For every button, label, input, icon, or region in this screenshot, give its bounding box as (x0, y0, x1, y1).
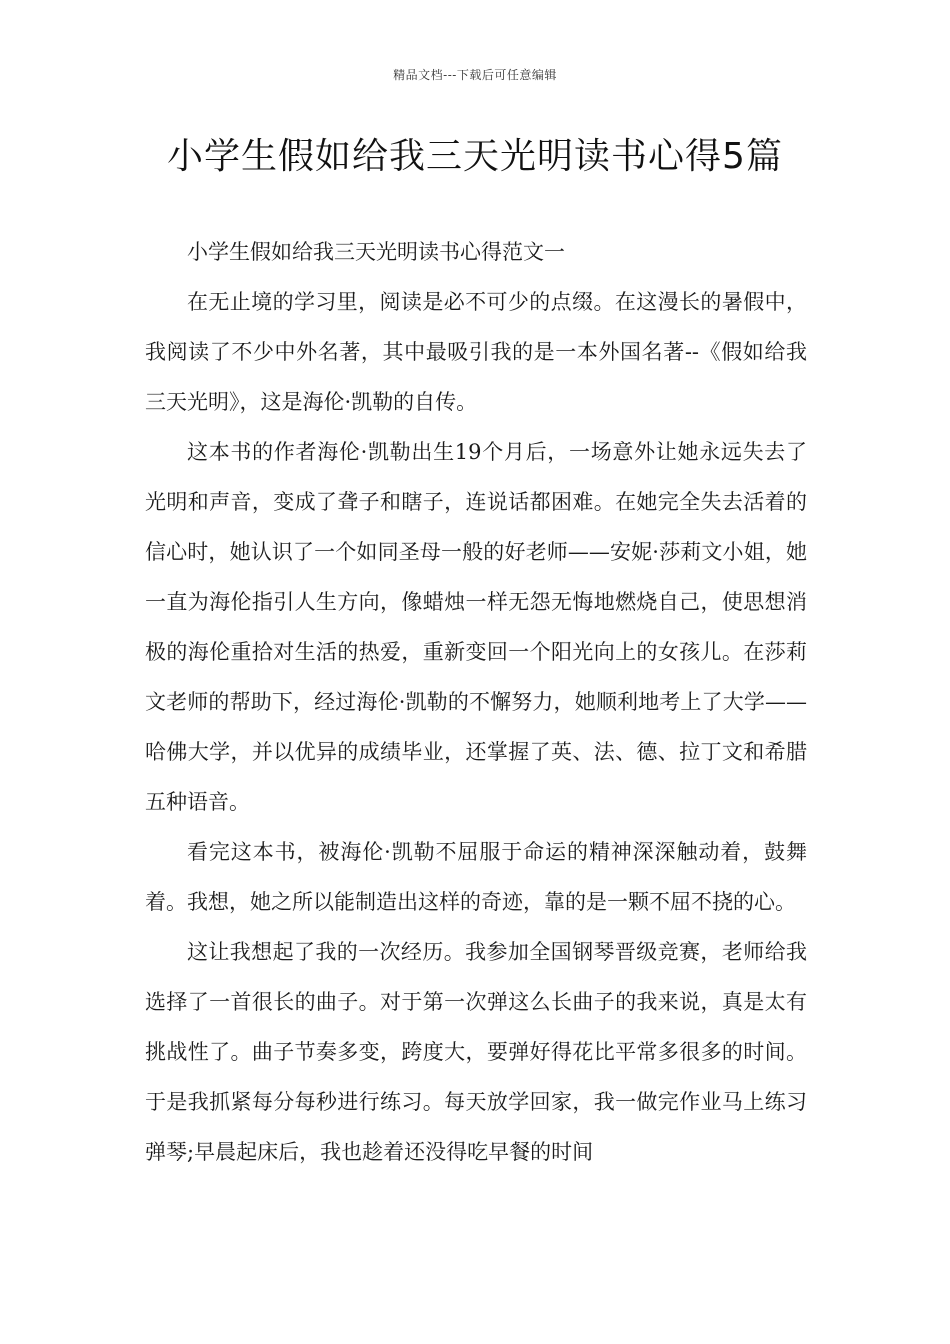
paragraph-subtitle: 小学生假如给我三天光明读书心得范文一 (187, 240, 565, 264)
paragraph: 这让我想起了我的一次经历。我参加全国钢琴晋级竞赛，老师给我选择了一首很长的曲子。对于第一次弹这么长曲子的我来说，真是太有挑战性了。曲子节奏多变，跨度大，要弹好得花比平常多很多的时间。于是我抓紧每分每秒进行练习。每天放学回家，我一做完作业马上练习弹琴;早晨起床后，我也趁着还没得吃早餐的时间 (145, 940, 807, 1164)
paragraph: 看完这本书，被海伦·凯勒不屈服于命运的精神深深触动着，鼓舞着。我想，她之所以能制造出这样的奇迹，靠的是一颗不屈不挠的心。 (145, 840, 807, 914)
document-title: 小学生假如给我三天光明读书心得5篇 (167, 136, 783, 177)
paragraph: 在无止境的学习里，阅读是必不可少的点缀。在这漫长的暑假中，我阅读了不少中外名著，其中最吸引我的是一本外国名著--《假如给我三天光明》，这是海伦·凯勒的自传。 (145, 290, 807, 414)
paragraph: 这本书的作者海伦·凯勒出生19个月后，一场意外让她永远失去了光明和声音，变成了聋子和瞎子，连说话都困难。在她完全失去活着的信心时，她认识了一个如同圣母一般的好老师——安妮·莎莉文小姐，她一直为海伦指引人生方向，像蜡烛一样无怨无悔地燃烧自己，使思想消极的海伦重拾对生活的热爱，重新变回一个阳光向上的女孩儿。在莎莉文老师的帮助下，经过海伦·凯勒的不懈努力，她顺利地考上了大学——哈佛大学，并以优异的成绩毕业，还掌握了英、法、德、拉丁文和希腊五种语音。 (145, 440, 807, 814)
document-body (145, 227, 807, 1177)
header-note: 精品文档---下载后可任意编辑 (393, 68, 557, 82)
